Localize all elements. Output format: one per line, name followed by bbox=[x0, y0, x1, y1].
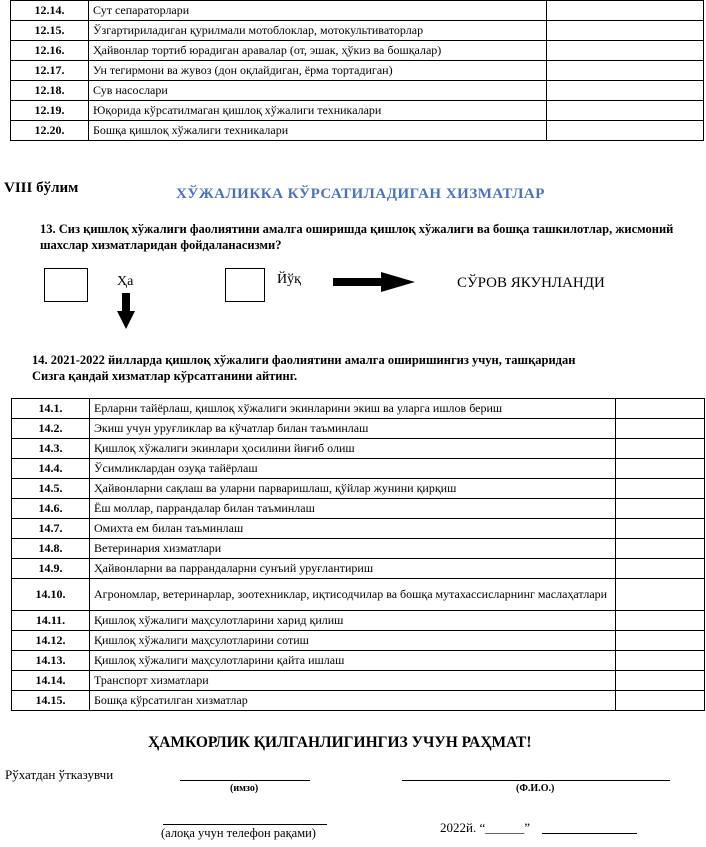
row-description: Қишлоқ хўжалиги экинлари ҳосилини йиғиб олиш bbox=[90, 439, 616, 459]
row-description: Ўзгартириладиган қурилмали мотоблоклар, мотокультиваторлар bbox=[89, 21, 547, 41]
table-row bbox=[12, 519, 705, 539]
table-row bbox=[12, 691, 705, 711]
table-row bbox=[12, 671, 705, 691]
answer-cell[interactable] bbox=[616, 499, 705, 519]
table-row bbox=[12, 459, 705, 479]
row-description: Қишлоқ хўжалиги маҳсулотларини сотиш bbox=[90, 631, 616, 651]
row-number: 14.5. bbox=[12, 479, 90, 499]
phone-caption: (алоқа учун телефон рақами) bbox=[161, 826, 316, 840]
answer-cell[interactable] bbox=[547, 61, 704, 81]
answer-cell[interactable] bbox=[616, 631, 705, 651]
fio-line[interactable] bbox=[402, 780, 670, 781]
row-number: 12.19. bbox=[11, 101, 89, 121]
answer-cell[interactable] bbox=[616, 559, 705, 579]
row-description: Агрономлар, ветеринарлар, зоотехниклар, иқтисодчилар ва бошқа мутахассисларнинг маслаҳатлари bbox=[90, 579, 616, 611]
row-number: 14.7. bbox=[12, 519, 90, 539]
equipment-table bbox=[10, 0, 704, 141]
row-number: 14.6. bbox=[12, 499, 90, 519]
answer-cell[interactable] bbox=[616, 671, 705, 691]
table-row bbox=[11, 121, 704, 141]
row-description: Қишлоқ хўжалиги маҳсулотларини қайта ишлаш bbox=[90, 651, 616, 671]
row-number: 14.1. bbox=[12, 399, 90, 419]
table-row bbox=[12, 439, 705, 459]
table-row bbox=[12, 611, 705, 631]
row-number: 12.15. bbox=[11, 21, 89, 41]
row-description: Ун тегирмони ва жувоз (дон оқлайдиган, ёрма тортадиган) bbox=[89, 61, 547, 81]
row-description: Ҳайвонларни ва паррандаларни сунъий уруғлантириш bbox=[90, 559, 616, 579]
row-number: 14.2. bbox=[12, 419, 90, 439]
services-table bbox=[11, 398, 705, 711]
row-number: 12.16. bbox=[11, 41, 89, 61]
row-description: Ўсимликлардан озуқа тайёрлаш bbox=[90, 459, 616, 479]
row-description: Ёш моллар, паррандалар билан таъминлаш bbox=[90, 499, 616, 519]
yes-label: Ҳа bbox=[117, 274, 134, 289]
answer-cell[interactable] bbox=[616, 539, 705, 559]
table-row bbox=[11, 81, 704, 101]
row-number: 14.8. bbox=[12, 539, 90, 559]
answer-cell[interactable] bbox=[616, 651, 705, 671]
answer-cell[interactable] bbox=[616, 611, 705, 631]
question-14: 14. 2021-2022 йилларда қишлоқ хўжалиги фаолиятини амалга оширишингиз учун, ташқаридан Сизга қандай хизматлар кўрсатганини айтинг. bbox=[32, 353, 576, 383]
row-number: 14.11. bbox=[12, 611, 90, 631]
yes-checkbox[interactable] bbox=[44, 268, 88, 302]
table-row bbox=[12, 539, 705, 559]
row-number: 12.18. bbox=[11, 81, 89, 101]
row-number: 14.15. bbox=[12, 691, 90, 711]
answer-cell[interactable] bbox=[616, 459, 705, 479]
row-description: Бошқа қишлоқ хўжалиги техникалари bbox=[89, 121, 547, 141]
table-row bbox=[12, 559, 705, 579]
row-number: 14.13. bbox=[12, 651, 90, 671]
table-row bbox=[11, 21, 704, 41]
row-number: 12.17. bbox=[11, 61, 89, 81]
answer-cell[interactable] bbox=[616, 399, 705, 419]
table-row bbox=[11, 41, 704, 61]
survey-end-label: СЎРОВ ЯКУНЛАНДИ bbox=[457, 275, 605, 291]
answer-cell[interactable] bbox=[547, 41, 704, 61]
answer-cell[interactable] bbox=[616, 479, 705, 499]
row-number: 14.14. bbox=[12, 671, 90, 691]
row-description: Юқорида кўрсатилмаган қишлоқ хўжалиги техникалари bbox=[89, 101, 547, 121]
row-description: Сув насослари bbox=[89, 81, 547, 101]
question-13: 13. Сиз қишлоқ хўжалиги фаолиятини амалга оширишда қишлоқ хўжалиги ва бошқа ташкилотлар, жисмоний шахслар хизматларидан фойдаланасизми? bbox=[40, 222, 674, 252]
answer-cell[interactable] bbox=[616, 439, 705, 459]
row-description: Транспорт хизматлари bbox=[90, 671, 616, 691]
row-number: 12.20. bbox=[11, 121, 89, 141]
date-line[interactable] bbox=[542, 833, 637, 834]
row-number: 14.3. bbox=[12, 439, 90, 459]
table-row bbox=[11, 101, 704, 121]
row-description: Ҳайвонлар тортиб юрадиган аравалар (от, эшак, ҳўкиз ва бошқалар) bbox=[89, 41, 547, 61]
row-number: 14.10. bbox=[12, 579, 90, 611]
arrow-right-icon bbox=[333, 272, 415, 292]
row-description: Экиш учун уруғликлар ва кўчатлар билан таъминлаш bbox=[90, 419, 616, 439]
answer-cell[interactable] bbox=[547, 121, 704, 141]
table-row bbox=[12, 399, 705, 419]
signature-line[interactable] bbox=[180, 780, 310, 781]
row-number: 12.14. bbox=[11, 1, 89, 21]
table-row bbox=[12, 631, 705, 651]
row-number: 14.9. bbox=[12, 559, 90, 579]
row-description: Қишлоқ хўжалиги маҳсулотларини харид қилиш bbox=[90, 611, 616, 631]
row-description: Ҳайвонларни сақлаш ва уларни парваришлаш, қўйлар жунини қирқиш bbox=[90, 479, 616, 499]
table-row bbox=[12, 479, 705, 499]
row-description: Бошқа кўрсатилган хизматлар bbox=[90, 691, 616, 711]
answer-cell[interactable] bbox=[616, 579, 705, 611]
section-label: VIII бўлим bbox=[4, 180, 79, 196]
no-label: Йўқ bbox=[277, 272, 301, 287]
table-row bbox=[12, 419, 705, 439]
row-description: Омихта ем билан таъминлаш bbox=[90, 519, 616, 539]
phone-line[interactable] bbox=[163, 824, 327, 825]
no-checkbox[interactable] bbox=[225, 268, 265, 302]
answer-cell[interactable] bbox=[547, 1, 704, 21]
thanks-text: ҲАМКОРЛИК ҚИЛГАНЛИГИНГИЗ УЧУН РАҲМАТ! bbox=[148, 734, 532, 751]
answer-cell[interactable] bbox=[547, 101, 704, 121]
date-prefix: 2022й. “______” bbox=[440, 820, 530, 835]
arrow-down-icon bbox=[117, 293, 135, 329]
interviewer-label: Рўхатдан ўтказувчи bbox=[5, 767, 114, 782]
answer-cell[interactable] bbox=[547, 81, 704, 101]
table-row bbox=[11, 1, 704, 21]
section-title: ХЎЖАЛИККА КЎРСАТИЛАДИГАН ХИЗМАТЛАР bbox=[176, 186, 545, 202]
answer-cell[interactable] bbox=[616, 691, 705, 711]
row-description: Сут сепараторлари bbox=[89, 1, 547, 21]
table-row bbox=[12, 499, 705, 519]
answer-cell[interactable] bbox=[616, 519, 705, 539]
answer-cell[interactable] bbox=[616, 419, 705, 439]
table-row bbox=[12, 579, 705, 611]
row-description: Ветеринария хизматлари bbox=[90, 539, 616, 559]
row-number: 14.4. bbox=[12, 459, 90, 479]
answer-cell[interactable] bbox=[547, 21, 704, 41]
row-number: 14.12. bbox=[12, 631, 90, 651]
table-row bbox=[12, 651, 705, 671]
row-description: Ерларни тайёрлаш, қишлоқ хўжалиги экинларини экиш ва уларга ишлов бериш bbox=[90, 399, 616, 419]
table-row bbox=[11, 61, 704, 81]
fio-caption: (Ф.И.О.) bbox=[516, 783, 555, 794]
signature-caption: (имзо) bbox=[230, 783, 259, 794]
